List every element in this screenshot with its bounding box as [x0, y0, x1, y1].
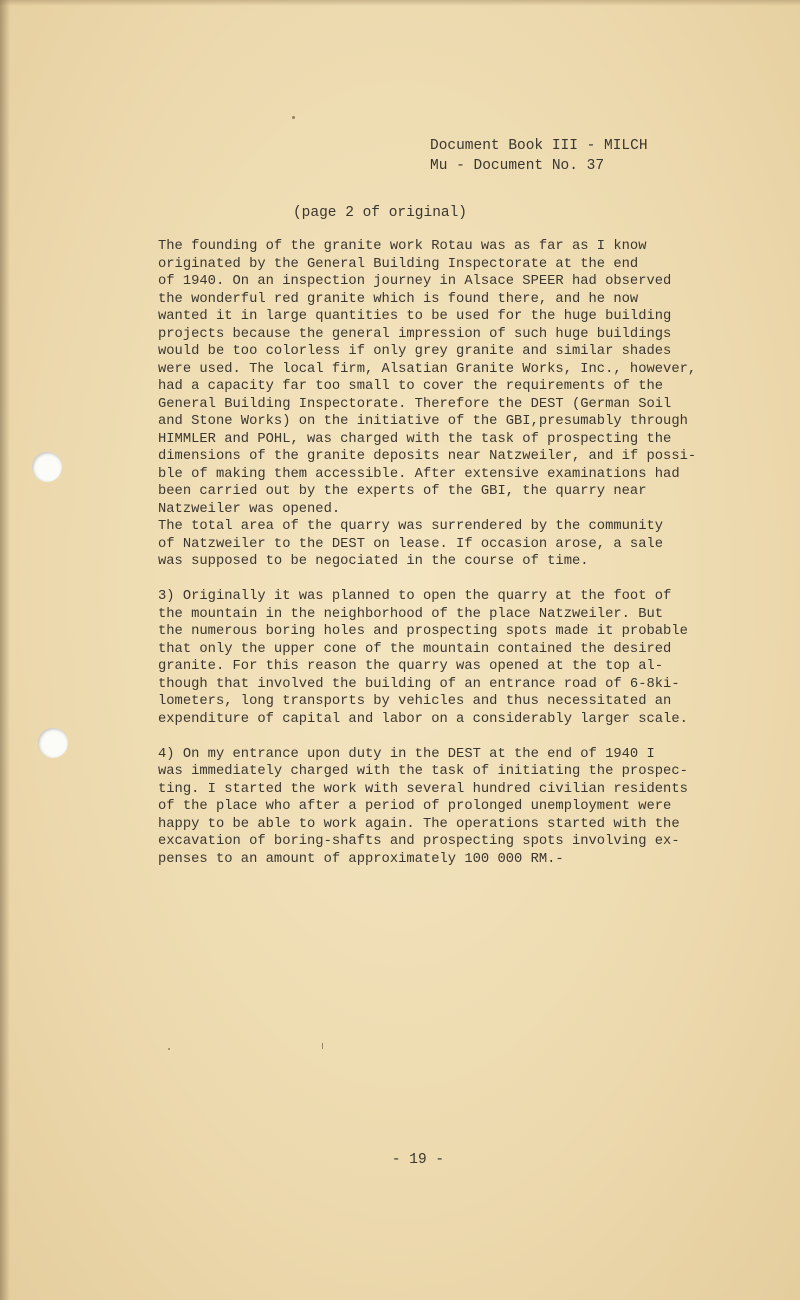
header-line-1: Document Book III - MILCH [430, 138, 648, 154]
paper-speck [168, 1048, 170, 1050]
paragraph-gap [158, 571, 718, 589]
text-line: of 1940. On an inspection journey in Alsace SPEER had observed [158, 274, 672, 289]
text-line: The total area of the quarry was surrendered by the community [158, 519, 664, 534]
text-line: expenditure of capital and labor on a considerably larger scale. [158, 711, 688, 727]
page-number: - 19 - [391, 1152, 445, 1168]
text-line: happy to be able to work again. The operations started with the [158, 816, 680, 832]
text-line: of Natzweiler to the DEST on lease. If occasion arose, a sale [158, 536, 664, 552]
paragraph-founding [158, 238, 718, 571]
text-line: Natzweiler was opened. [158, 501, 341, 517]
paragraph-4 [158, 746, 718, 869]
text-line: granite. For this reason the quarry was opened at the top al- [158, 659, 664, 674]
text-line: the wonderful red granite which is found there, and he now [158, 291, 639, 307]
text-line: ble of making them accessible. After extensive examinations had [158, 466, 680, 482]
text-line: excavation of boring-shafts and prospecting spots involving ex- [158, 834, 680, 849]
paragraph-3 [158, 588, 718, 728]
text-line: the mountain in the neighborhood of the place Natzweiler. But [158, 606, 664, 622]
text-line: of the place who after a period of prolonged unemployment were [158, 799, 672, 814]
text-line: that only the upper cone of the mountain contained the desired [158, 641, 672, 657]
paragraph-gap [158, 728, 718, 746]
text-line: The founding of the granite work Rotau was as far as I know [158, 239, 647, 254]
document-body [158, 238, 718, 868]
text-line: was immediately charged with the task of initiating the prospec- [158, 764, 688, 779]
header-line-2: Mu - Document No. 37 [430, 158, 605, 174]
text-line: was supposed to be negociated in the course of time. [158, 554, 589, 569]
text-line: HIMMLER and POHL, was charged with the task of prospecting the [158, 431, 672, 447]
text-line: 4) On my entrance upon duty in the DEST at the end of 1940 I [158, 746, 655, 762]
paper-speck [292, 116, 295, 119]
text-line: and Stone Works) on the initiative of the GBI,presumably through [158, 414, 688, 429]
document-header [430, 136, 648, 176]
text-line: ting. I started the work with several hundred civilian residents [158, 781, 688, 797]
text-line: wanted it in large quantities to be used for the huge building [158, 309, 672, 324]
text-line: projects because the general impression of such huge buildings [158, 326, 672, 342]
text-line: the numerous boring holes and prospecting spots made it probable [158, 624, 688, 639]
text-line: originated by the General Building Inspectorate at the end [158, 256, 639, 272]
text-line: 3) Originally it was planned to open the quarry at the foot of [158, 589, 672, 604]
text-line: General Building Inspectorate. Therefore the DEST (German Soil [158, 396, 672, 412]
punch-hole [32, 452, 62, 482]
text-line: been carried out by the experts of the GBI, the quarry near [158, 484, 647, 499]
page-note: (page 2 of original) [292, 205, 468, 221]
text-line: would be too colorless if only grey granite and similar shades [158, 344, 672, 359]
text-line: lometers, long transports by vehicles and thus necessitated an [158, 694, 672, 709]
punch-hole [38, 728, 68, 758]
text-line: dimensions of the granite deposits near Natzweiler, and if possi- [158, 449, 697, 464]
text-line: though that involved the building of an entrance road of 6-8ki- [158, 676, 680, 692]
text-line: had a capacity far too small to cover the requirements of the [158, 379, 664, 394]
text-line: penses to an amount of approximately 100 000 RM.- [158, 851, 564, 867]
text-line: were used. The local firm, Alsatian Granite Works, Inc., however, [158, 361, 697, 377]
paper-speck [322, 1043, 323, 1049]
